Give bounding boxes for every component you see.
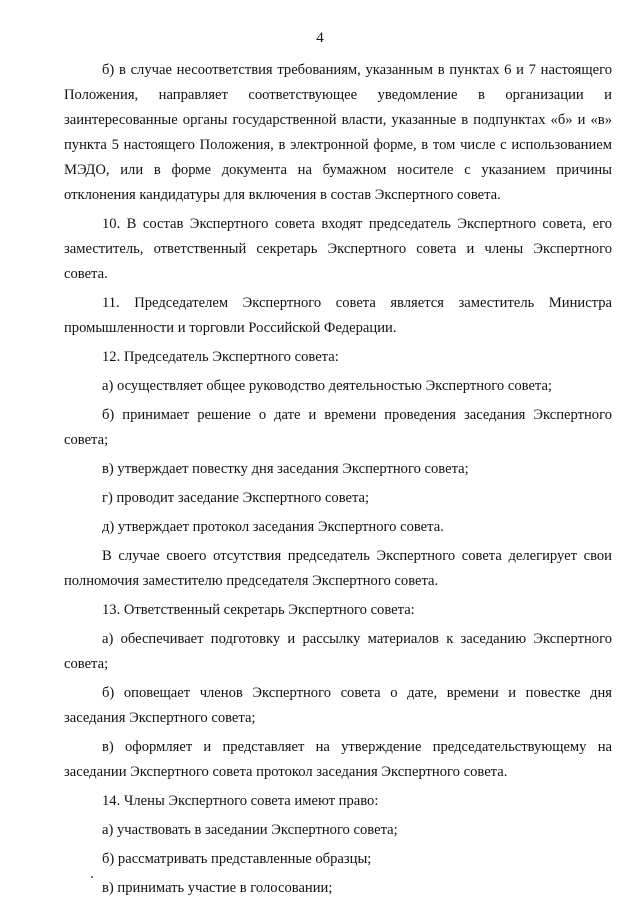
paragraph-13b: б) оповещает членов Экспертного совета о дате, времени и повестке дня заседания Экспертного совета; <box>64 685 612 726</box>
paragraph-10: 10. В состав Экспертного совета входят председатель Экспертного совета, его заместитель, ответственный секретарь Экспертного совета и члены Экспертного совета. <box>64 216 612 282</box>
paragraph-12v: в) утверждает повестку дня заседания Экспертного совета; <box>102 461 469 477</box>
paragraph-12g: г) проводит заседание Экспертного совета; <box>102 490 370 506</box>
paragraph-12-note: В случае своего отсутствия председатель Экспертного совета делегирует свои полномочия заместителю председателя Экспертного совета. <box>64 548 612 589</box>
paragraph-12d: д) утверждает протокол заседания Экспертного совета. <box>102 519 444 535</box>
paragraph-13a: а) обеспечивает подготовку и рассылку материалов к заседанию Экспертного совета; <box>64 631 612 672</box>
paragraph-12a: а) осуществляет общее руководство деятельностью Экспертного совета; <box>102 378 553 394</box>
paragraph-13v: в) оформляет и представляет на утверждение председательствующему на заседании Экспертного совета протокол заседания Экспертного совета. <box>64 739 612 780</box>
paragraph-12b: б) принимает решение о дате и времени проведения заседания Экспертного совета; <box>64 407 612 448</box>
paragraph-11: 11. Председателем Экспертного совета является заместитель Министра промышленности и торговли Российской Федерации. <box>64 295 612 336</box>
paragraph-12: 12. Председатель Экспертного совета: <box>102 349 339 365</box>
paragraph-13: 13. Ответственный секретарь Экспертного совета: <box>102 602 415 618</box>
paragraph-14: 14. Члены Экспертного совета имеют право: <box>102 793 379 809</box>
paragraph-9b: б) в случае несоответствия требованиям, указанным в пунктах 6 и 7 настоящего Положения, направляет соответствующее уведомление в организации и заинтересованные органы государственной власти, указанные в подпунктах «б» и «в» пункта 5 настоящего Положения, в электронной форме, в том числе с использованием МЭДО, или в форме документа на бумажном носителе с указанием причины отклонения кандидатуры для включения в состав Экспертного совета. <box>64 62 612 203</box>
paragraph-14b: б) рассматривать представленные образцы; <box>102 851 372 867</box>
paragraph-14a: а) участвовать в заседании Экспертного совета; <box>102 822 398 838</box>
page-number: 4 <box>316 30 324 46</box>
scan-speck <box>91 876 93 878</box>
paragraph-14v: в) принимать участие в голосовании; <box>102 880 333 896</box>
document-body <box>64 58 612 901</box>
